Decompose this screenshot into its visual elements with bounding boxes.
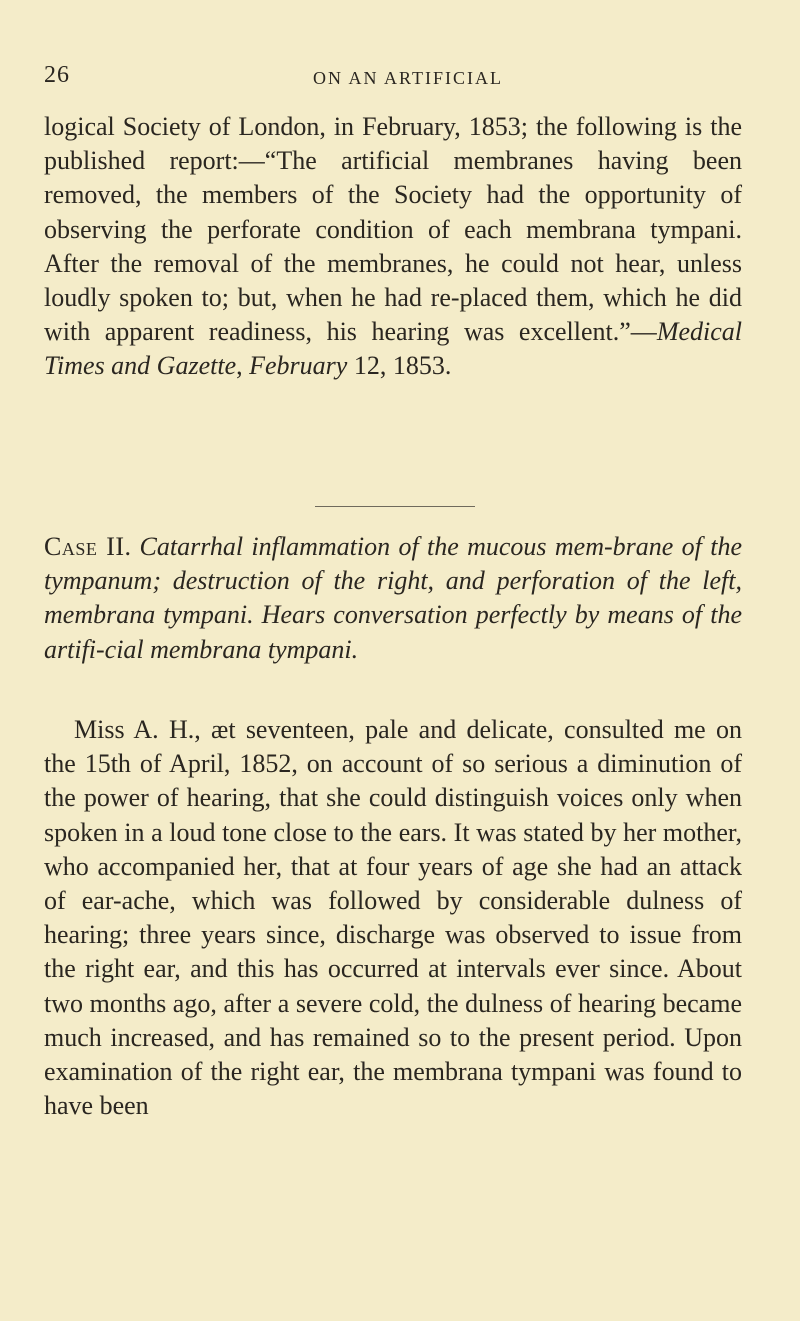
- case-history-text: Miss A. H., æt seventeen, pale and delicate, consulted me on the 15th of April, 1852, on account of so serious a diminution of the power of hearing, that she could distinguish voices only when spoken in a loud tone close to the ears. It was stated by her mother, who accompanied her, that at four years of age she had an attack of ear-ache, which was followed by considerable dulness of hearing; three years since, discharge was observed to issue from the right ear, and this has occurred at intervals ever since. About two months ago, after a severe cold, the dulness of hearing became much increased, and has remained so to the present period. Upon examination of the right ear, the membrana tympani was found to have been: [44, 715, 742, 1121]
- paragraph-case-history: [44, 713, 742, 1123]
- page-number: 26: [44, 62, 70, 88]
- page-header: [44, 62, 742, 96]
- report-text: logical Society of London, in February, 1853; the following is the published report:—“The artificial membranes having been removed, the members of the Society had the opportunity of observing the perforate condition of each membrana tympani. After the removal of the membranes, he could not hear, unless loudly spoken to; but, when he had re-placed them, which he did with apparent readiness, his hearing was excellent.”—: [44, 112, 742, 347]
- citation-date: 12, 1853.: [347, 351, 452, 381]
- section-divider: [315, 506, 475, 507]
- citation-separator: ,: [236, 351, 250, 381]
- case-heading: [44, 530, 742, 667]
- case-title: Catarrhal inflammation of the mucous mem-brane of the tympanum; destruction of the right, and perforation of the left, membrana tympani. Hears conversation perfectly by means of the artifi-cial membrana tympani.: [44, 532, 742, 664]
- citation-source: Medical Times and Gazette: [44, 317, 742, 381]
- case-label: Case II.: [44, 532, 132, 561]
- citation-month: February: [249, 351, 348, 381]
- running-head: ON AN ARTIFICIAL: [313, 68, 503, 88]
- paragraph-report: [44, 110, 742, 384]
